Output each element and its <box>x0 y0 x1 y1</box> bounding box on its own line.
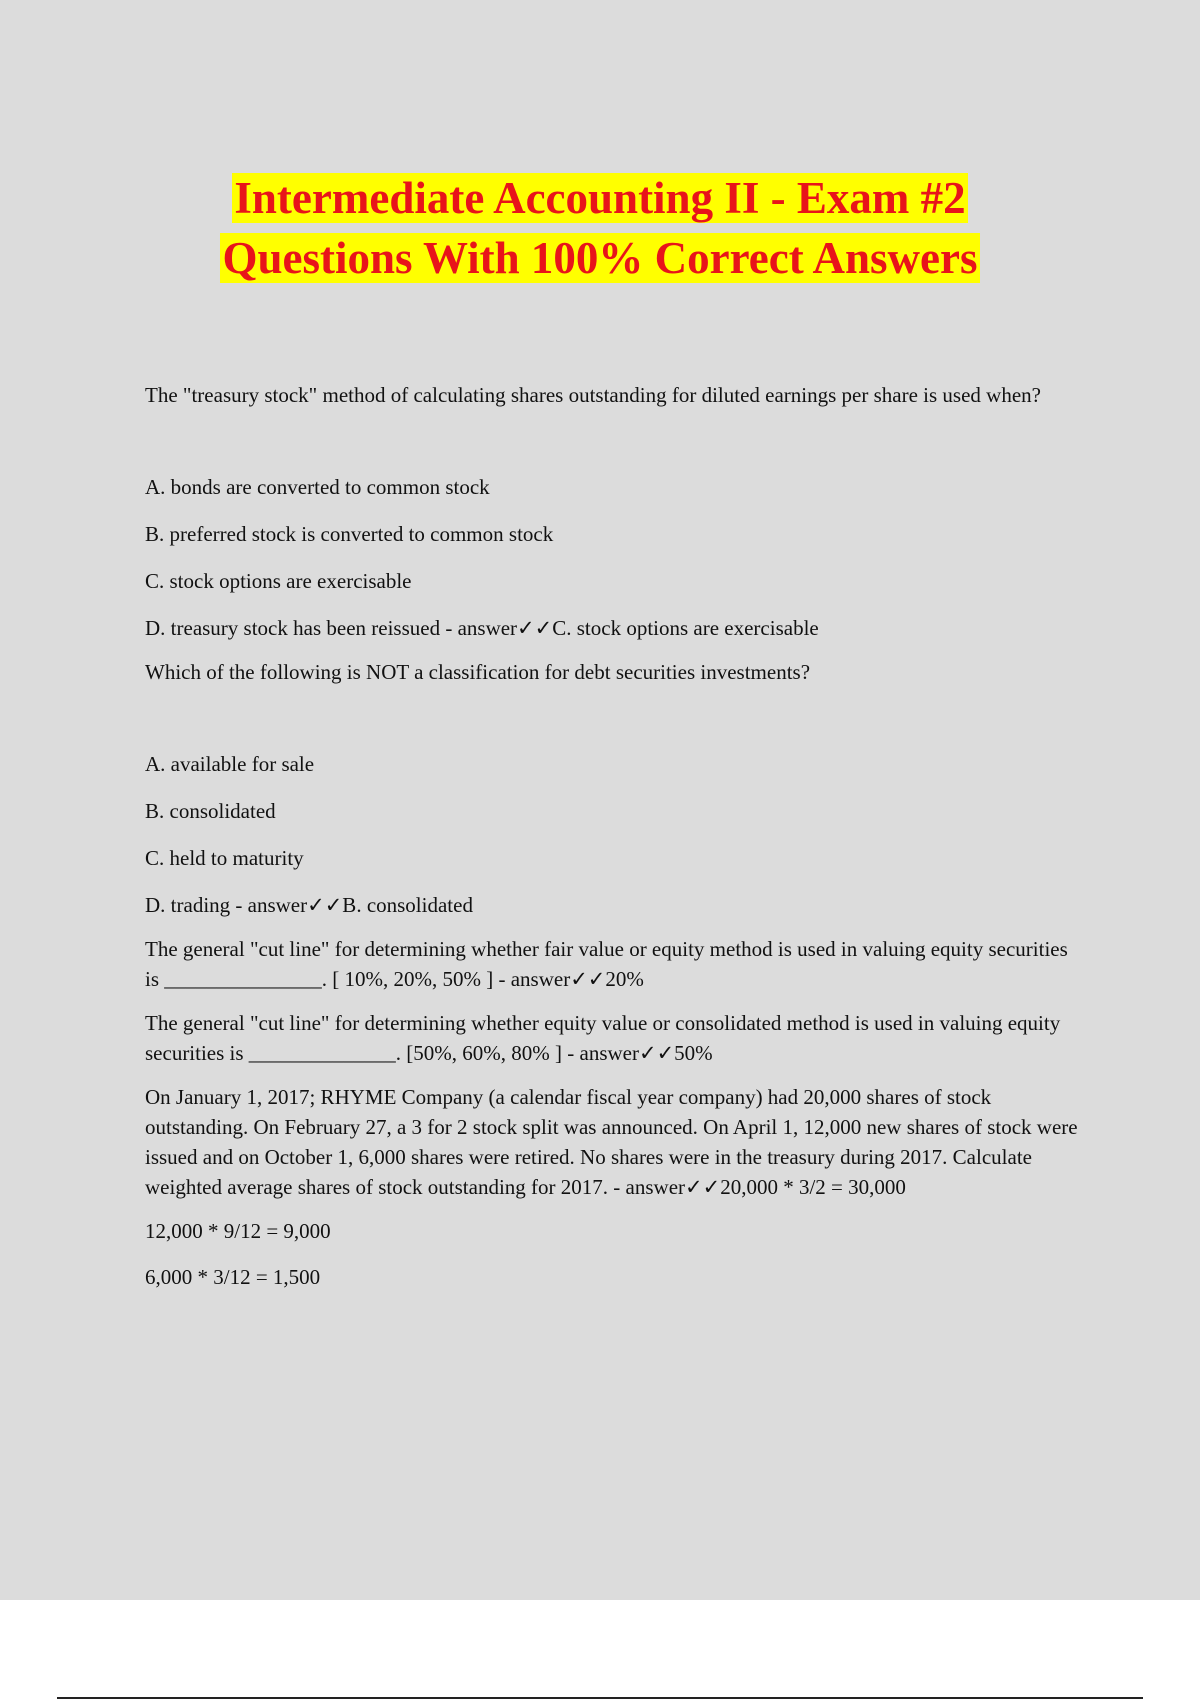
document-title <box>0 168 1200 288</box>
question-5-calculation-2: 6,000 * 3/12 = 1,500 <box>145 1265 321 1289</box>
question-4-text-answer: The general "cut line" for determining whether equity value or consolidated method is used in valuing equity securities is ______________. [50%, 60%, 80% ] - answer✓✓50% <box>145 1011 1061 1065</box>
question-2-option-b: B. consolidated <box>145 799 276 823</box>
title-line-2 <box>0 228 1200 288</box>
footer-divider <box>57 1697 1143 1699</box>
question-2-option-d-answer: D. trading - answer✓✓B. consolidated <box>145 893 473 917</box>
document-body <box>145 380 1080 1308</box>
title-line-2-text: Questions With 100% Correct Answers <box>222 233 978 283</box>
title-line-1-text: Intermediate Accounting II - Exam #2 <box>234 173 966 223</box>
question-1-option-c: C. stock options are exercisable <box>145 569 412 593</box>
question-3-text-answer: The general "cut line" for determining whether fair value or equity method is used in valuing equity securities is _______________. [ 10%, 20%, 50% ] - answer✓✓20% <box>145 937 1068 991</box>
question-1-option-d-answer: D. treasury stock has been reissued - answer✓✓C. stock options are exercisable <box>145 616 819 640</box>
title-line-1 <box>0 168 1200 228</box>
question-2-option-c: C. held to maturity <box>145 846 304 870</box>
question-2-text: Which of the following is NOT a classification for debt securities investments? <box>145 660 811 684</box>
question-2-option-a: A. available for sale <box>145 752 315 776</box>
question-1-option-b: B. preferred stock is converted to common stock <box>145 522 554 546</box>
question-5-calculation-1: 12,000 * 9/12 = 9,000 <box>145 1219 331 1243</box>
question-5-text-answer: On January 1, 2017; RHYME Company (a calendar fiscal year company) had 20,000 shares of stock outstanding. On February 27, a 3 for 2 stock split was announced. On April 1, 12,000 new shares of stock were issued and on October 1, 6,000 shares were retired. No shares were in the treasury during 2017. Calculate weighted average shares of stock outstanding for 2017. - answer✓✓20,000 * 3/2 = 30,000 <box>145 1085 1078 1199</box>
question-1-text: The "treasury stock" method of calculating shares outstanding for diluted earnings per share is used when? <box>145 383 1041 407</box>
question-1-option-a: A. bonds are converted to common stock <box>145 475 490 499</box>
